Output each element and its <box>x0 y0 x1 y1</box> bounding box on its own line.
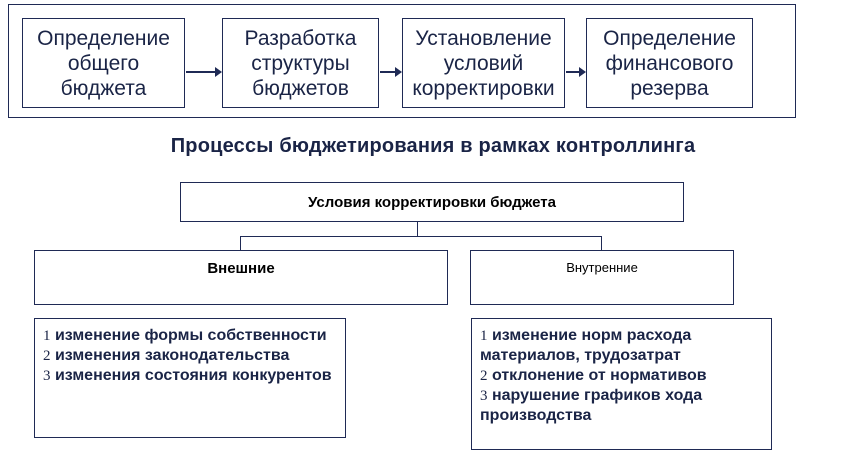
flow-arrow-2 <box>380 71 400 73</box>
external-factors-list <box>34 318 346 438</box>
process-step-2: Разработка структуры бюджетов <box>222 18 379 108</box>
connector-right-down <box>601 236 602 250</box>
connector-root-down <box>417 222 418 236</box>
process-step-3: Установление условий корректировки <box>402 18 565 108</box>
connector-horizontal <box>240 236 602 237</box>
process-step-1: Определение общего бюджета <box>22 18 185 108</box>
list-item: 3 нарушение графиков хода производства <box>480 387 703 424</box>
diagram-caption: Процессы бюджетирования в рамках контроллинга <box>170 135 696 157</box>
list-item: 1 изменение формы собственности <box>43 327 327 344</box>
list-item: 2 изменения законодательства <box>43 347 290 364</box>
flow-arrow-1 <box>186 71 220 73</box>
connector-left-down <box>240 236 241 250</box>
internal-factors-list <box>471 318 772 450</box>
external-category-box: Внешние <box>34 250 448 305</box>
root-box: Условия корректировки бюджета <box>180 182 684 222</box>
list-item: 3 изменения состояния конкурентов <box>43 367 332 384</box>
list-item: 1 изменение норм расхода материалов, трудозатрат <box>480 327 692 364</box>
list-item: 2 отклонение от нормативов <box>480 367 707 384</box>
internal-category-box: Внутренние <box>470 250 734 305</box>
process-step-4: Определение финансового резерва <box>586 18 753 108</box>
flow-arrow-3 <box>566 71 584 73</box>
